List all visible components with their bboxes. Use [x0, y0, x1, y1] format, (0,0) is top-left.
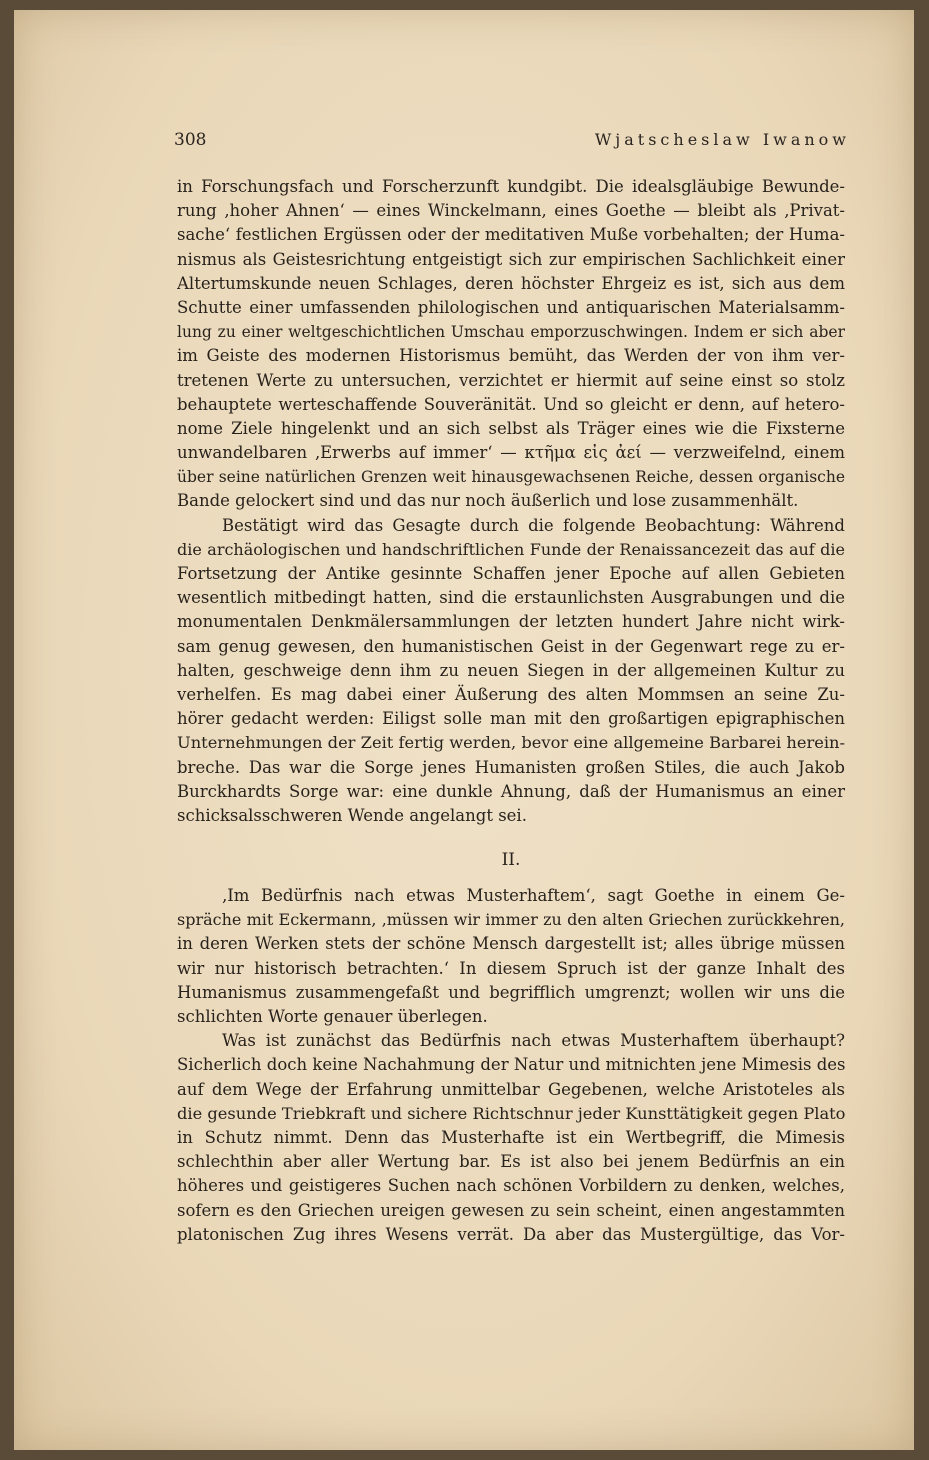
text-line: höheres und geistigeres Suchen nach schönen Vorbildern zu denken, welches, [177, 1176, 845, 1196]
text-line: schicksalsschweren Wende angelangt sei. [177, 805, 527, 825]
section-heading: II. [501, 850, 521, 871]
paragraph [177, 514, 845, 828]
text-line: wir nur historisch betrachten.‘ In diesem Spruch ist der ganze Inhalt des [177, 958, 845, 978]
text-line: ‚Im Bedürfnis nach etwas Musterhaftem‘, sagt Goethe in einem Ge- [222, 886, 845, 906]
text-line: Schutte einer umfassenden philologischen und antiquarischen Materialsamm- [177, 297, 845, 317]
text-line: sache‘ festlichen Ergüssen oder der meditativen Muße vorbehalten; der Huma- [177, 225, 845, 245]
text-line: schlichten Worte genauer überlegen. [177, 1007, 488, 1026]
body-text [177, 175, 845, 1247]
text-line: die gesunde Triebkraft und sichere Richtschnur jeder Kunsttätigkeit gegen Plato [177, 1103, 845, 1123]
text-line: wesentlich mitbedingt hatten, sind die erstaunlichsten Ausgrabungen und die [177, 588, 845, 608]
text-line: die archäologischen und handschriftlichen Funde der Renaissancezeit das auf die [177, 539, 845, 559]
text-line: Unternehmungen der Zeit fertig werden, bevor eine allgemeine Barbarei herein- [177, 733, 845, 753]
text-line: unwandelbaren ‚Erwerbs auf immer‘ — κτῆμα εἰς ἀεί — verzweifelnd, einem [177, 443, 845, 463]
page-header [174, 126, 850, 156]
text-line: auf dem Wege der Erfahrung unmittelbar Gegebenen, welche Aristoteles als [177, 1079, 845, 1099]
paragraph [177, 1029, 845, 1247]
text-line: monumentalen Denkmälersammlungen der letzten hundert Jahre nicht wirk- [177, 612, 845, 632]
text-line: nome Ziele hingelenkt und an sich selbst als Träger eines wie die Fixsterne [177, 418, 845, 438]
text-line: über seine natürlichen Grenzen weit hinausgewachsenen Reiche, dessen organische [177, 468, 845, 487]
text-line: im Geiste des modernen Historismus bemüht, das Werden der von ihm ver- [177, 346, 845, 366]
book-page [14, 10, 914, 1450]
text-line: verhelfen. Es mag dabei einer Äußerung des alten Mommsen an seine Zu- [177, 684, 845, 704]
paragraph [177, 175, 845, 514]
text-line: Fortsetzung der Antike gesinnte Schaffen jener Epoche auf allen Gebieten [177, 564, 845, 583]
text-line: in Schutz nimmt. Denn das Musterhafte ist ein Wertbegriff, die Mimesis [177, 1127, 845, 1147]
text-line: Was ist zunächst das Bedürfnis nach etwas Musterhaftem überhaupt? [222, 1031, 845, 1051]
text-line: halten, geschweige denn ihm zu neuen Siegen in der allgemeinen Kultur zu [177, 660, 845, 680]
text-line: Humanismus zusammengefaßt und begrifflich umgrenzt; wollen wir uns die [177, 982, 845, 1002]
text-line: sam genug gewesen, den humanistischen Geist in der Gegenwart rege zu er- [177, 636, 845, 656]
page-number: 308 [174, 130, 207, 150]
text-line: nismus als Geistesrichtung entgeistigt sich zur empirischen Sachlichkeit einer [177, 249, 845, 269]
text-line: Altertumskunde neuen Schlages, deren höchster Ehrgeiz es ist, sich aus dem [177, 273, 845, 293]
running-head: Wjatscheslaw Iwanow [594, 130, 850, 149]
text-line: spräche mit Eckermann, ‚müssen wir immer zu den alten Griechen zurückkehren, [177, 910, 845, 930]
text-line: behauptete werteschaffende Souveränität. Und so gleicht er denn, auf hetero- [177, 394, 845, 414]
text-line: Bande gelockert sind und das nur noch äußerlich und lose zusammenhält. [177, 491, 799, 511]
text-line: hörer gedacht werden: Eiligst solle man mit den großartigen epigraphischen [177, 709, 845, 729]
text-line: platonischen Zug ihres Wesens verrät. Da aber das Mustergültige, das Vor- [177, 1224, 845, 1244]
text-line: Bestätigt wird das Gesagte durch die folgende Beobachtung: Während [222, 515, 845, 535]
paragraph [177, 884, 845, 1029]
text-line: tretenen Werte zu untersuchen, verzichtet er hiermit auf seine einst so stolz [177, 370, 845, 390]
text-line: schlechthin aber aller Wertung bar. Es ist also bei jenem Bedürfnis an ein [177, 1152, 845, 1172]
text-line: sofern es den Griechen ureigen gewesen zu sein scheint, einen angestammten [177, 1200, 845, 1220]
text-line: lung zu einer weltgeschichtlichen Umschau emporzuschwingen. Indem er sich aber [177, 323, 845, 342]
text-line: Burckhardts Sorge war: eine dunkle Ahnung, daß der Humanismus an einer [177, 781, 845, 801]
text-line: rung ‚hoher Ahnen‘ — eines Winckelmann, eines Goethe — bleibt als ‚Privat- [177, 201, 845, 221]
text-line: in Forschungsfach und Forscherzunft kundgibt. Die idealsgläubige Bewunde- [177, 177, 845, 196]
text-line: Sicherlich doch keine Nachahmung der Natur und mitnichten jene Mimesis des [177, 1055, 845, 1075]
text-line: breche. Das war die Sorge jenes Humanisten großen Stiles, die auch Jakob [177, 757, 845, 777]
text-line: in deren Werken stets der schöne Mensch dargestellt ist; alles übrige müssen [177, 934, 845, 954]
